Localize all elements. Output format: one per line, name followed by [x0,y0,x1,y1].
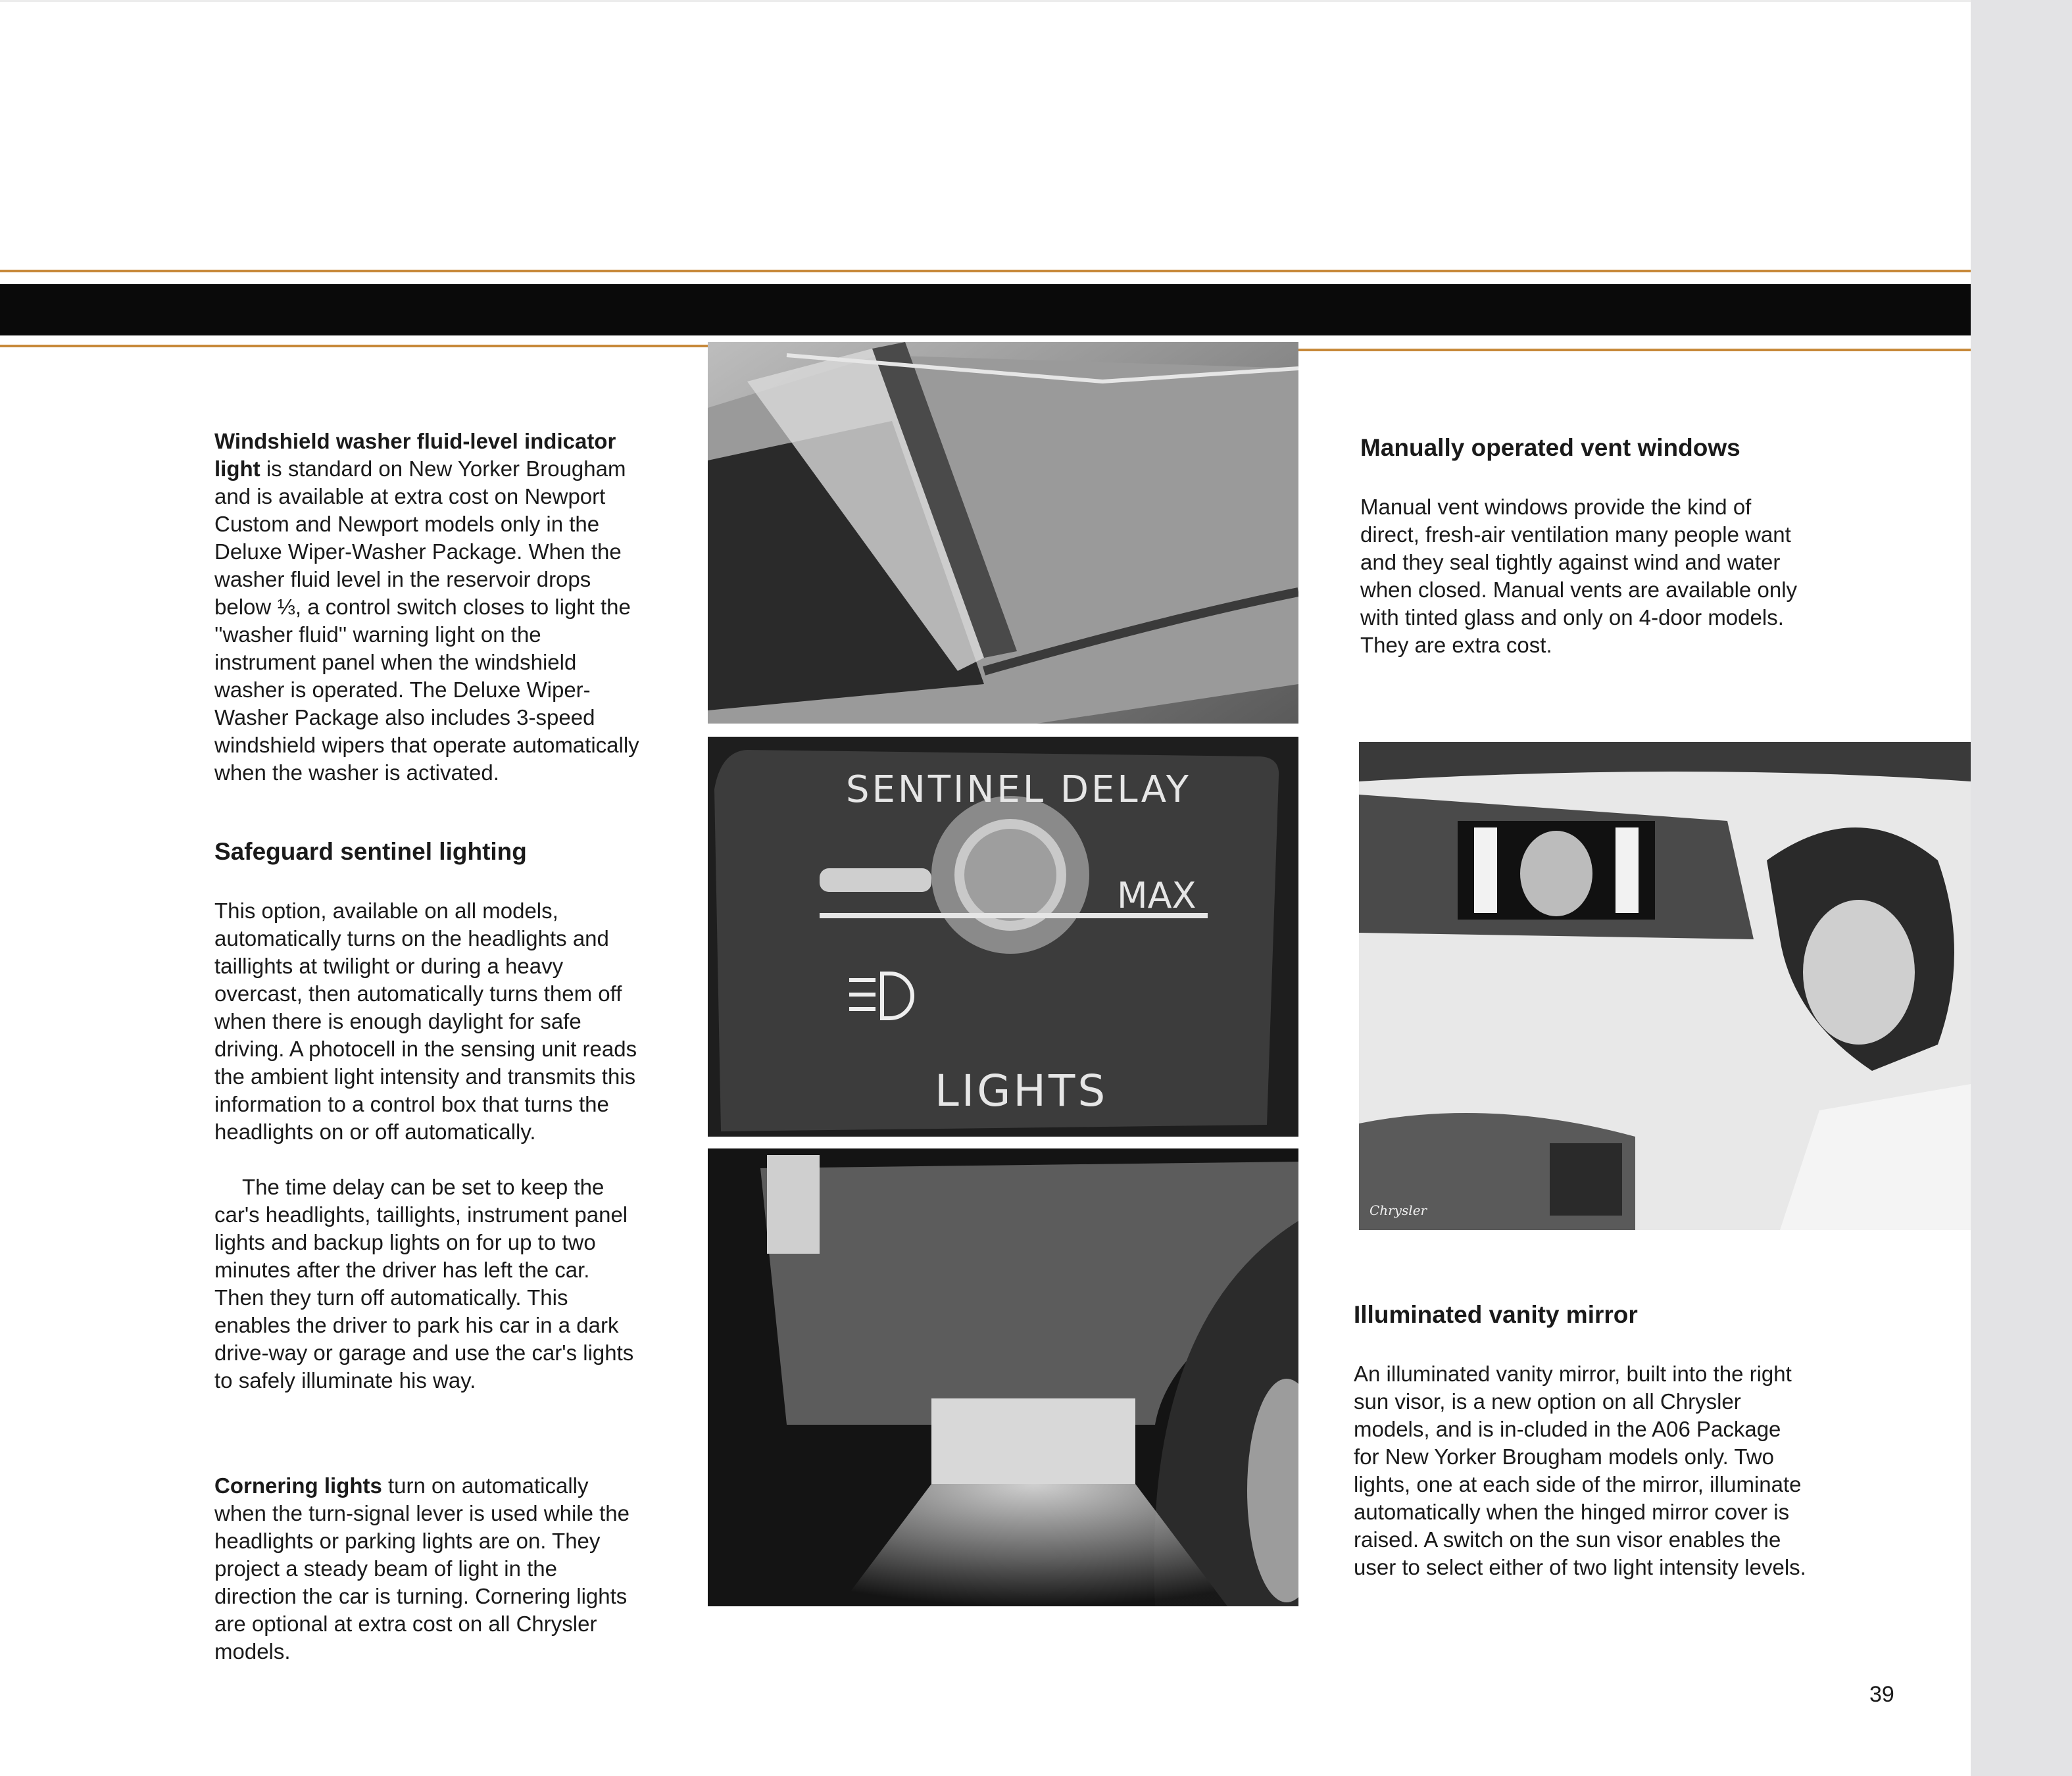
sentinel-label: SENTINEL DELAY [846,768,1191,811]
sentinel-lights-label: LIGHTS [935,1066,1108,1116]
washer-paragraph [214,400,642,787]
black-header-band [0,284,1971,335]
orange-rule-bottom-right [1296,349,1971,351]
vanity-mirror-photo [1359,742,1971,1230]
cornering-light-photo [708,1148,1298,1606]
chrysler-badge: Chrysler [1369,1202,1427,1218]
orange-rule-top [0,270,1971,272]
left-text-column [214,372,642,1693]
sentinel-paragraph-1: This option, available on all models, automatically turns on the headlights and taillights at twilight or during a heavy overcast, then automatically turns them off when there is enough daylight for safe driving. A photocell in the sensing unit reads the ambient light intensity and transmits this information to a control box that turns the headlights on or off automatically. [214,899,637,1144]
vent-text: Manual vent windows provide the kind of direct, fresh-air ventilation many people want and they seal tightly against wind and water when closed. Manual vents are available only with tinted glass and only on 4-door models. They are extra cost. [1360,495,1798,657]
cornering-heading: Cornering lights [214,1473,382,1498]
sentinel-heading: Safeguard sentinel lighting [214,838,527,865]
sentinel-paragraph-2: The time delay can be set to keep the car's headlights, taillights, instrument panel lights and backup lights on for up to two minutes after the driver has left the car. Then they turn off automatically. This enables the driver to park his car in a dark drive-way or garage and use the car's lights to safely illuminate his way. [214,1175,634,1393]
cornering-text: turn on automatically when the turn-signal lever is used while the headlights or parking lights are on. They project a steady beam of light in the direction the car is turning. Cornering lights are optional at extra cost on all Chrysler models. [214,1473,630,1664]
vanity-text-block [1354,1272,1808,1609]
vanity-heading: Illuminated vanity mirror [1354,1301,1638,1328]
sentinel-max-label: MAX [1117,875,1196,916]
top-edge-line [0,0,1971,2]
vent-heading: Manually operated vent windows [1360,434,1740,461]
vent-window-photo [708,342,1298,724]
page-margin-strip [1971,0,2072,1776]
sentinel-switch-photo [708,737,1298,1137]
cornering-paragraph [214,1444,642,1665]
page-number: 39 [1869,1682,1894,1707]
orange-rule-bottom-left [0,345,710,347]
washer-text: is standard on New Yorker Brougham and is available at extra cost on Newport Custom and Newport models only in the Deluxe Wiper-Washer Package. When the washer fluid level in the reservoir drops below ⅓, a control switch closes to light the ''washer fluid'' warning light on the instrument panel when the windshield washer is operated. The Deluxe Wiper-Washer Package also includes 3-speed windshield wipers that operate automatically when the washer is activated. [214,456,639,785]
vent-text-block [1360,405,1808,687]
washer-heading: Windshield washer fluid-level indicator light [214,429,616,481]
vanity-text: An illuminated vanity mirror, built into the right sun visor, is a new option on all Chrysler models, and is in-cluded in the A06 Package for New Yorker Brougham models only. Two lights, one at each side of the mirror, illuminate automatically when the hinged mirror cover is raised. A switch on the sun visor enables the user to select either of two light intensity levels. [1354,1362,1806,1579]
